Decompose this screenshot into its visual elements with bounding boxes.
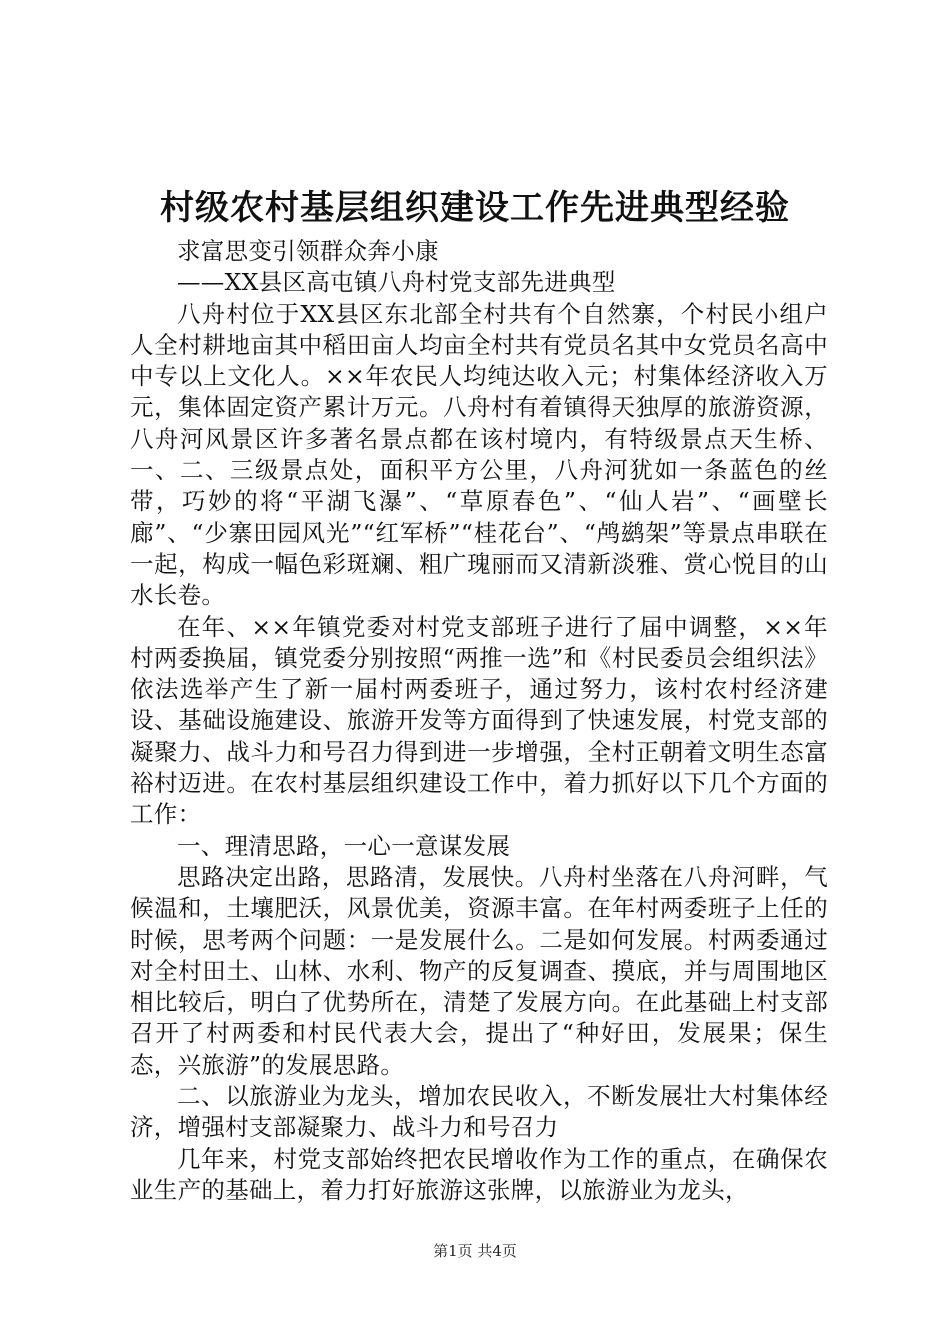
body-paragraph: 思路决定出路，思路清，发展快。八舟村坐落在八舟河畔，气候温和，土壤肥沃，风景优美，资源丰富。在年村两委班子上任的时候，思考两个问题：一是发展什么。二是如何发展。村两委通过对全村田土、山林、水利、物产的反复调查、摸底，并与周围地区相比较后，明白了优势所在，清楚了发展方向。在此基础上村支部召开了村两委和村民代表大会，提出了“种好田，发展果；保生态，兴旅游”的发展思路。 [130,862,828,1079]
section-heading: 一、理清思路，一心一意谋发展 [177,831,511,860]
subtitle-paragraph: 求富思变引领群众奔小康 [177,237,439,265]
body-paragraph: 几年来，村党支部始终把农民增收作为工作的重点，在确保农业生产的基础上，着力打好旅游这张牌，以旅游业为龙头， [130,1144,828,1204]
document-title: 村级农村基层组织建设工作先进典型经验 [160,188,790,228]
page-footer: 第1页 共4页 [433,1242,517,1260]
body-paragraph: 在年、××年镇党委对村党支部班子进行了届中调整，××年村两委换届，镇党委分别按照“两推一选”和《村民委员会组织法》依法选举产生了新一届村两委班子，通过努力，该村农村经济建设、基础设施建设、旅游开发等方面得到了快速发展，村党支部的凝聚力、战斗力和号召力得到进一步增强，全村正朝着文明生态富裕村迈进。在农村基层组织建设工作中，着力抓好以下几个方面的工作： [130,612,828,829]
document-body [130,236,828,1206]
body-paragraph: 八舟村位于XX县区东北部全村共有个自然寨，个村民小组户人全村耕地亩其中稻田亩人均亩全村共有党员名其中女党员名高中中专以上文化人。××年农民人均纯达收入元；村集体经济收入万元，集体固定资产累计万元。八舟村有着镇得天独厚的旅游资源，八舟河风景区许多著名景点都在该村境内，有特级景点天生桥、一、二、三级景点处，面积平方公里，八舟河犹如一条蓝色的丝带，巧妙的将“平湖飞瀑”、“草原春色”、“仙人岩”、“画壁长廊”、“少寨田园风光”“红军桥”“桂花台”、“鸬鹚架”等景点串联在一起，构成一幅色彩斑斓、粗广瑰丽而又清新淡雅、赏心悦目的山水长卷。 [130,299,828,610]
section-heading: 二、以旅游业为龙头，增加农民收入，不断发展壮大村集体经济，增强村支部凝聚力、战斗力和号召力 [130,1082,828,1142]
subtitle-source-paragraph: ——XX县区高屯镇八舟村党支部先进典型 [177,268,616,297]
